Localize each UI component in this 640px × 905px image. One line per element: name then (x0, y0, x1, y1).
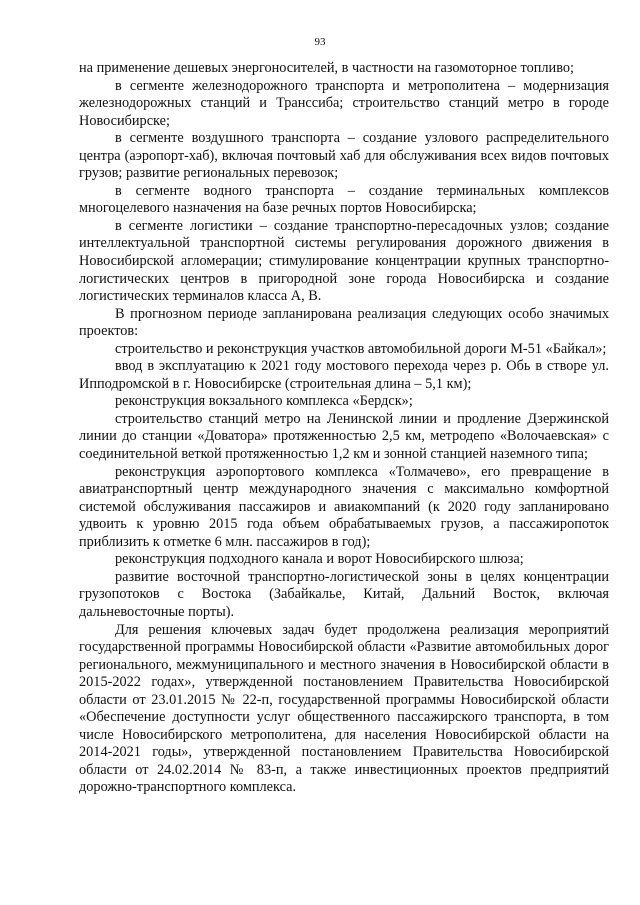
paragraph: реконструкция вокзального комплекса «Бердск»; (115, 393, 413, 410)
paragraph: реконструкция подходного канала и ворот Новосибирского шлюза; (115, 551, 524, 568)
paragraph: на применение дешевых энергоносителей, в частности на газомоторное топливо; (79, 60, 574, 76)
paragraph: в сегменте логистики – создание транспортно-пересадочных узлов; создание интеллектуальной транспортной системы регулирования дорожного движения в Новосибирской агломерации; стимулирование концентрации крупных транспортно-логистических центров в пригородной зоне города Новосибирска и создание логистических терминалов класса А, В. (79, 217, 609, 305)
paragraph: Для решения ключевых задач будет продолжена реализация мероприятий государственной программы Новосибирской области «Развитие автомобильных дорог регионального, межмуниципального и местного значения в Новосибирской области в 2015-2022 годах», утвержденной постановлением Правительства Новосибирской области от 23.01.2015 № 22-п, государственной программы Новосибирской области «Обеспечение доступности услуг общественного пассажирского транспорта, в том числе Новосибирского метрополитена, для населения Новосибирской области на 2014-2021 годы», утвержденной постановлением Правительства Новосибирской области от 24.02.2014 № 83-п, а также инвестиционных проектов предприятий дорожно-транспортного комплекса. (79, 621, 609, 796)
paragraph: строительство и реконструкция участков автомобильной дороги М-51 «Байкал»; (115, 340, 607, 357)
document-body (79, 60, 609, 797)
paragraph: реконструкция аэропортового комплекса «Толмачево», его превращение в авиатранспортный центр международного значения с максимально комфортной системой обслуживания пассажиров и авиакомпаний (к 2020 году запланировано удвоить к уровню 2015 года объем обрабатываемых грузов, а пассажиропоток приблизить к отметке 6 млн. пассажиров в год); (79, 463, 609, 550)
paragraph: ввод в эксплуатацию к 2021 году мостового перехода через р. Обь в створе ул. Ипподромской в г. Новосибирске (строительная длина – 5,1 км); (79, 358, 609, 392)
paragraph: развитие восточной транспортно-логистической зоны в целях концентрации грузопотоков с Востока (Забайкалье, Китай, Дальний Восток, включая дальневосточные порты). (79, 568, 609, 620)
paragraph: в сегменте железнодорожного транспорта и метрополитена – модернизация железнодорожных станций и Транссиба; строительство станций метро в городе Новосибирске; (79, 77, 609, 129)
paragraph: В прогнозном периоде запланирована реализация следующих особо значимых проектов: (79, 305, 609, 340)
paragraph: в сегменте водного транспорта – создание терминальных комплексов многоцелевого назначения на базе речных портов Новосибирска; (79, 182, 609, 217)
page-number: 93 (314, 36, 326, 48)
paragraph: строительство станций метро на Ленинской линии и продление Дзержинской линии до станции «Доватора» протяженностью 2,5 км, метродепо «Волочаевская» с соединительной веткой протяженностью 1,2 км и зонной станцией наземного типа; (79, 410, 609, 463)
paragraph: в сегменте воздушного транспорта – создание узлового распределительного центра (аэропорт-хаб), включая почтовый хаб для обслуживания всех видов почтовых грузов; развитие региональных перевозок; (79, 130, 609, 182)
